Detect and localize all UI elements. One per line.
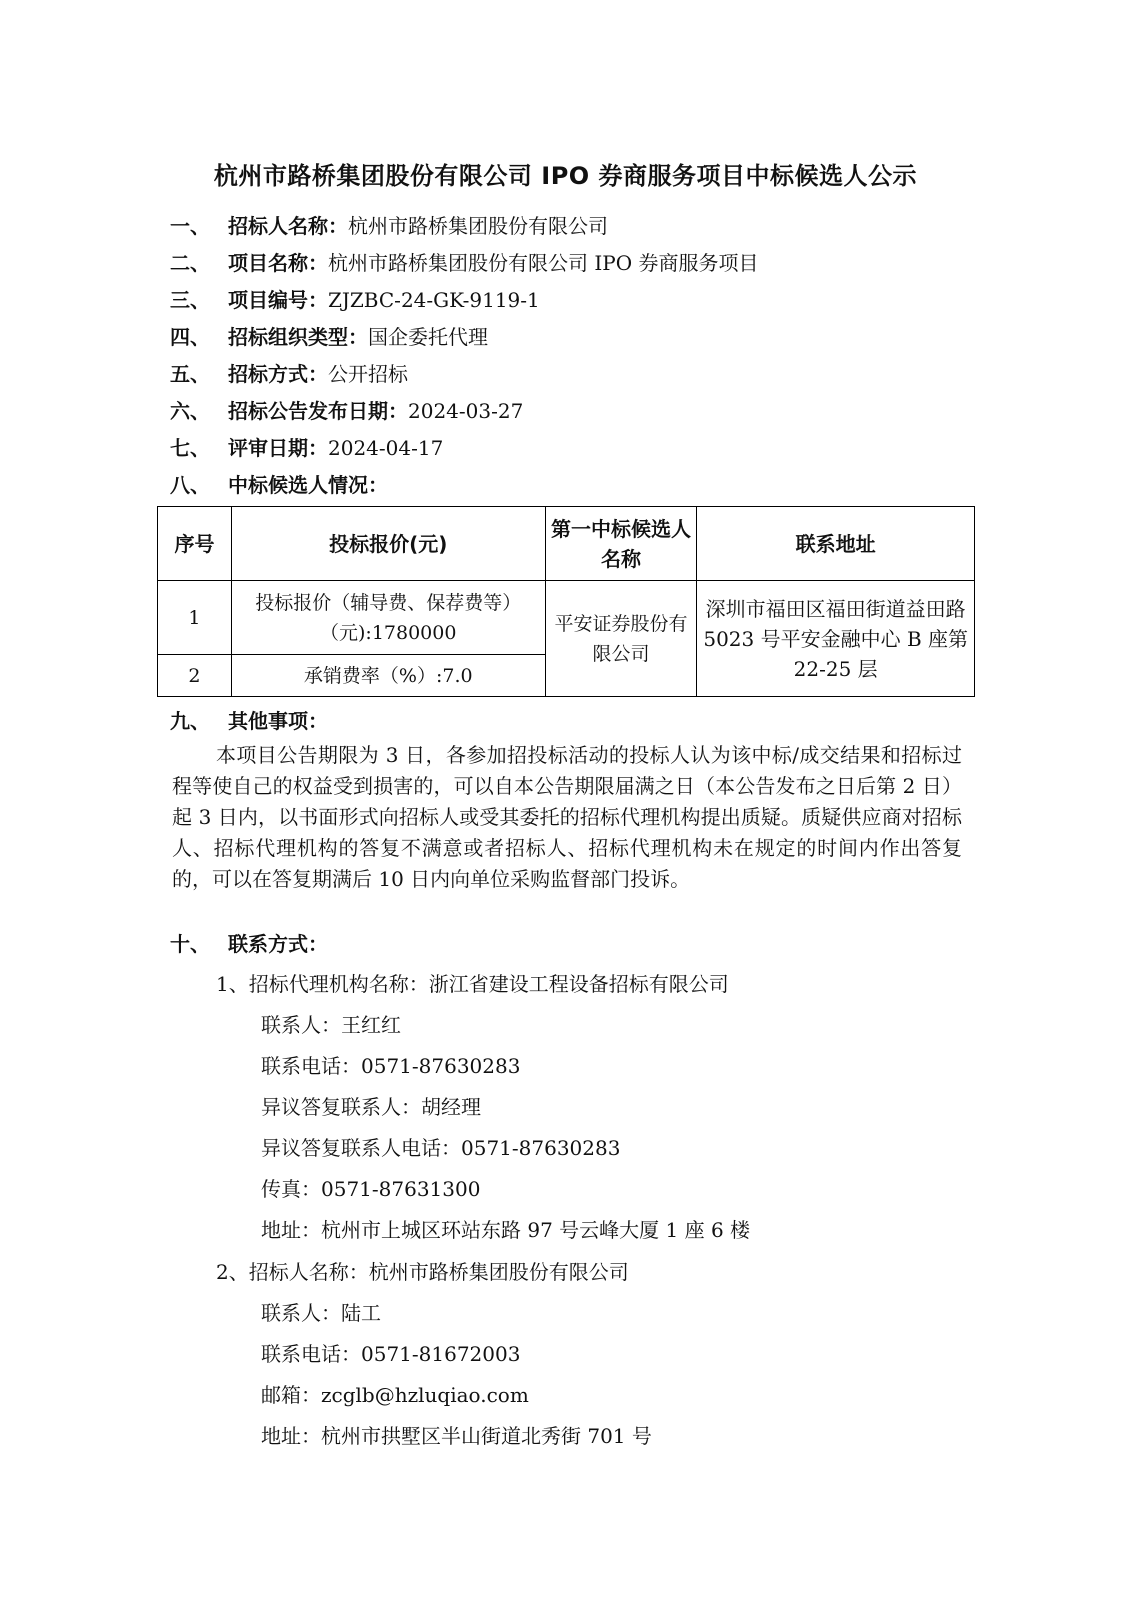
agency-objection-phone: 异议答复联系人电话：0571-87630283 — [261, 1136, 621, 1160]
section-review-date — [170, 432, 443, 461]
tenderer-email: 邮箱：zcglb@hzluqiao.com — [261, 1383, 529, 1407]
section-label: 项目编号： — [228, 288, 328, 312]
agency-phone: 联系电话：0571-87630283 — [261, 1054, 521, 1078]
section-value: 2024-03-27 — [408, 399, 524, 423]
section-value: 公开招标 — [328, 362, 408, 386]
section-method — [170, 358, 408, 387]
section-label: 招标方式： — [228, 362, 328, 386]
other-matters-paragraph: 本项目公告期限为 3 日，各参加招投标活动的投标人认为该中标/成交结果和招标过程等使自己的权益受到损害的，可以自本公告期限届满之日（本公告发布之日后第 2 日）起 3 日内，以书面形式向招标人或受其委托的招标代理机构提出质疑。质疑供应商对招标人、招标代理机构的答复不满意或者招标人、招标代理机构未在规定的时间内作出答复的，可以在答复期满后 10 日内向单位采购监督部门投诉。 — [172, 743, 962, 891]
row-no: 2 — [158, 655, 232, 697]
table-header-row — [158, 507, 975, 581]
section-number: 七、 — [170, 436, 210, 460]
section-number: 六、 — [170, 399, 210, 423]
section-candidates — [170, 469, 388, 498]
section-number: 一、 — [170, 214, 210, 238]
header-price: 投标报价(元) — [231, 507, 545, 581]
header-no: 序号 — [158, 507, 232, 581]
section-value: 杭州市路桥集团股份有限公司 IPO 券商服务项目 — [328, 251, 759, 275]
tenderer-phone: 联系电话：0571-81672003 — [261, 1342, 521, 1366]
section-other — [170, 705, 328, 734]
section-number: 八、 — [170, 473, 210, 497]
section-value: ZJZBC-24-GK-9119-1 — [328, 288, 540, 312]
section-label: 联系方式： — [228, 932, 328, 956]
tenderer-contact-person: 联系人：陆工 — [261, 1301, 381, 1325]
agency-fax: 传真：0571-87631300 — [261, 1177, 481, 1201]
section-label: 评审日期： — [228, 436, 328, 460]
section-tenderer — [170, 210, 608, 239]
section-number: 五、 — [170, 362, 210, 386]
header-candidate: 第一中标候选人名称 — [545, 507, 697, 581]
section-value: 国企委托代理 — [368, 325, 488, 349]
agency-address: 地址：杭州市上城区环站东路 97 号云峰大厦 1 座 6 楼 — [261, 1218, 751, 1242]
section-contact — [170, 928, 328, 957]
section-value: 杭州市路桥集团股份有限公司 — [348, 214, 608, 238]
section-organization-type — [170, 321, 488, 350]
section-project-number — [170, 284, 540, 313]
section-number: 四、 — [170, 325, 210, 349]
candidate-name: 平安证券股份有限公司 — [545, 581, 697, 697]
section-number: 十、 — [170, 932, 210, 956]
section-label: 项目名称： — [228, 251, 328, 275]
agency-contact-person: 联系人：王红红 — [261, 1013, 401, 1037]
section-label: 中标候选人情况： — [228, 473, 388, 497]
row-price: 承销费率（%）:7.0 — [231, 655, 545, 697]
candidate-address: 深圳市福田区福田街道益田路 5023 号平安金融中心 B 座第 22-25 层 — [697, 581, 975, 697]
section-number: 九、 — [170, 709, 210, 733]
row-no: 1 — [158, 581, 232, 655]
section-value: 2024-04-17 — [328, 436, 444, 460]
table-row — [158, 581, 975, 655]
candidate-table — [157, 506, 975, 697]
section-number: 三、 — [170, 288, 210, 312]
section-label: 招标组织类型： — [228, 325, 368, 349]
section-publish-date — [170, 395, 523, 424]
page-title: 杭州市路桥集团股份有限公司 IPO 券商服务项目中标候选人公示 — [213, 162, 918, 190]
section-label: 其他事项： — [228, 709, 328, 733]
section-project-name — [170, 247, 758, 276]
agency-objection-contact: 异议答复联系人：胡经理 — [261, 1095, 481, 1119]
agency-heading: 1、招标代理机构名称：浙江省建设工程设备招标有限公司 — [216, 972, 729, 996]
section-label: 招标人名称： — [228, 214, 348, 238]
section-label: 招标公告发布日期： — [228, 399, 408, 423]
section-number: 二、 — [170, 251, 210, 275]
header-address: 联系地址 — [697, 507, 975, 581]
tenderer-heading: 2、招标人名称：杭州市路桥集团股份有限公司 — [216, 1260, 629, 1284]
tenderer-address: 地址：杭州市拱墅区半山街道北秀街 701 号 — [261, 1424, 652, 1448]
row-price: 投标报价（辅导费、保荐费等）（元):1780000 — [231, 581, 545, 655]
